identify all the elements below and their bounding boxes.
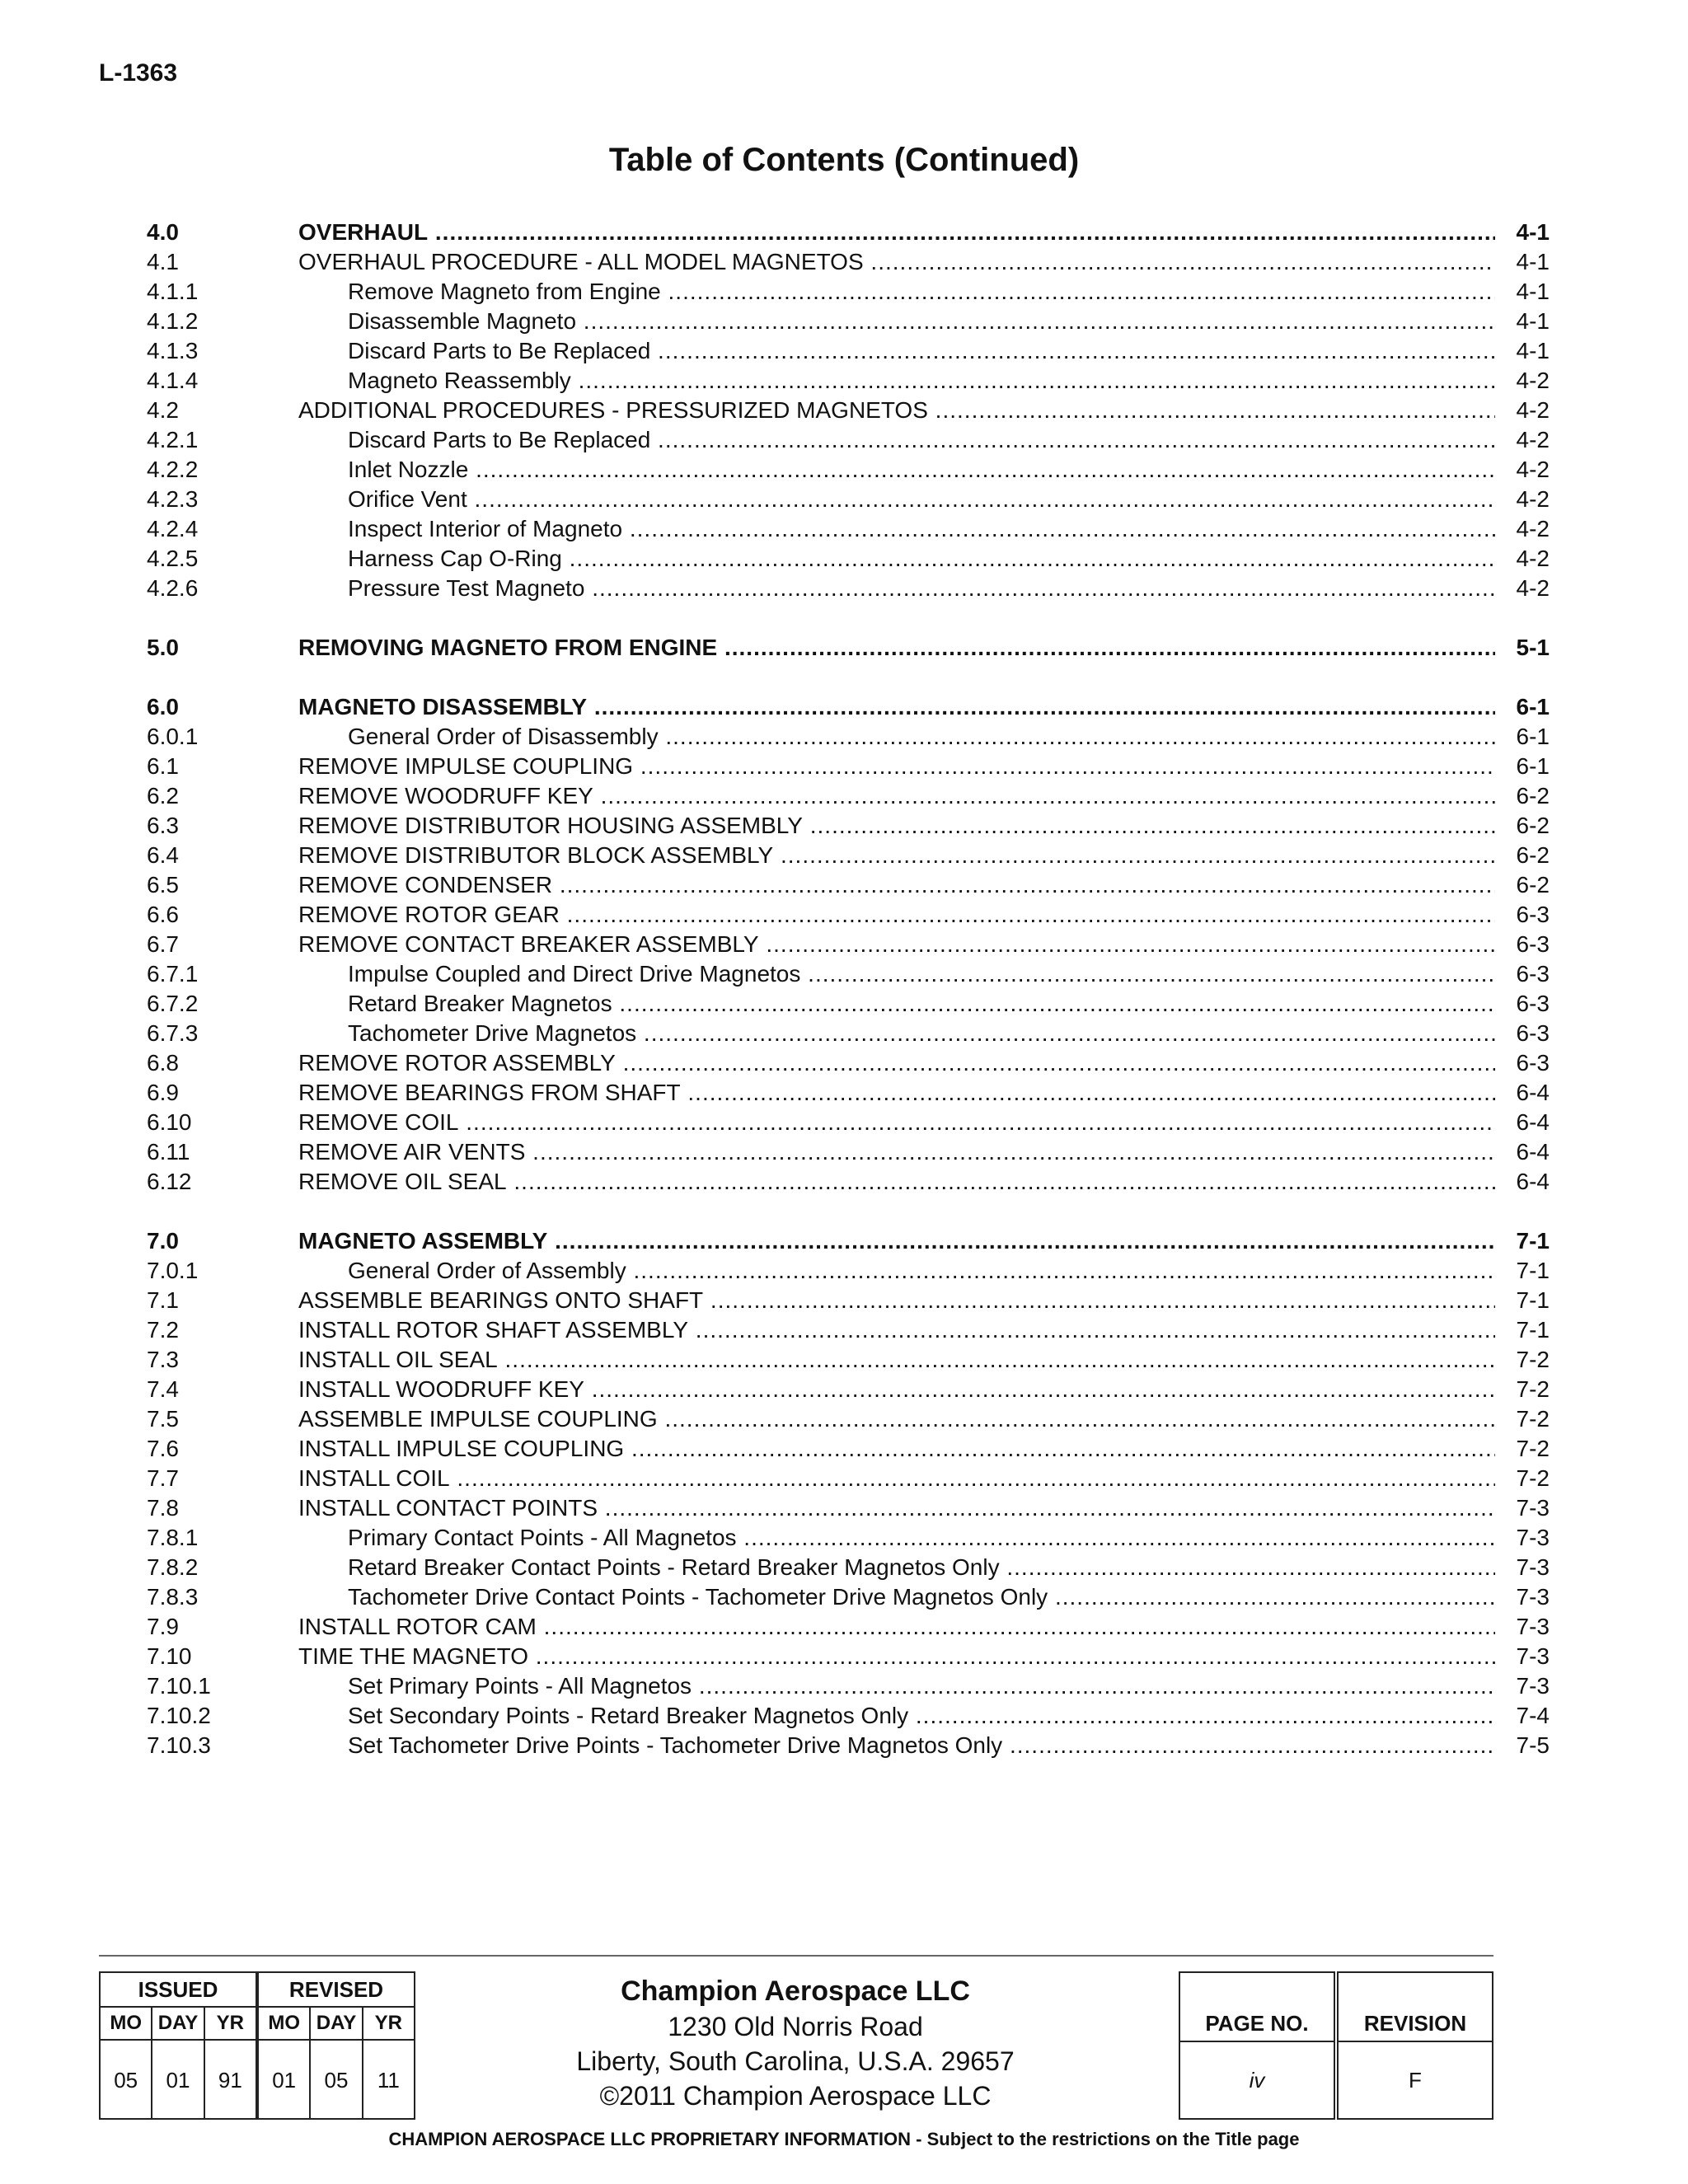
toc-entry-number: 6.7.1 [147,961,199,987]
toc-entry-page: 7-3 [1516,1525,1550,1550]
toc-entry [0,1523,1688,1553]
toc-entry-page: 4-2 [1516,516,1550,541]
toc-entry-page: 7-2 [1516,1406,1550,1432]
toc-entry-page: 7-4 [1516,1703,1550,1728]
page-title: Table of Contents (Continued) [608,142,1080,178]
toc-entry-title: Set Primary Points - All Magnetos ..... [348,1671,1495,1701]
toc-entry-number: 6.0 [147,694,179,719]
toc-entry-title: MAGNETO ASSEMBLY ..... [298,1226,1495,1256]
issued-mo-value: 05 [101,2041,152,2120]
toc-entry-title: Tachometer Drive Magnetos ..... [348,1019,1495,1048]
toc-entry-title: ADDITIONAL PROCEDURES - PRESSURIZED MAGNETOS ..... [298,396,1495,425]
revised-yr-value: 11 [377,2068,400,2093]
toc-entry-title: INSTALL ROTOR SHAFT ASSEMBLY ..... [298,1315,1495,1345]
toc-entry-title: REMOVE ROTOR ASSEMBLY ..... [298,1048,1495,1078]
toc-entry [0,781,1688,811]
issued-day-value: 01 [152,2041,204,2120]
toc-entry-title: REMOVE IMPULSE COUPLING ..... [298,752,1495,781]
toc-entry-page: 6-2 [1516,842,1550,868]
toc-entry [0,336,1688,366]
toc-entry-number: 7.10.3 [147,1732,211,1758]
toc-entry-page: 6-2 [1516,783,1550,808]
toc-entry-number: 4.1.4 [147,368,199,393]
toc-entry-number: 7.4 [147,1376,179,1402]
toc-entry-title: REMOVE AIR VENTS ..... [298,1137,1495,1167]
toc-entry-page: 6-3 [1516,991,1550,1016]
footer-divider [99,1955,1493,1957]
company-address-line1: 1230 Old Norris Road [668,2012,923,2041]
toc-entry-page: 6-3 [1516,902,1550,927]
revision-box [1337,1971,1493,2120]
toc-entry-page: 5-1 [1516,635,1550,660]
toc-entry-number: 7.8.1 [147,1525,199,1550]
issued-yr-label: YR [216,2012,244,2034]
toc-entry-title: Magneto Reassembly ..... [348,366,1495,396]
toc-entry-page: 4-1 [1516,249,1550,274]
toc-entry-page: 7-3 [1516,1643,1550,1669]
toc-entry [0,989,1688,1019]
revised-mo-label: MO [259,2008,311,2039]
page-number-label: PAGE NO. [1180,1973,1334,2042]
toc-entry-number: 7.6 [147,1436,179,1461]
toc-entry-page: 6-4 [1516,1080,1550,1105]
toc-entry-page: 7-5 [1516,1732,1550,1758]
toc-entry-title: OVERHAUL ..... [298,218,1495,247]
toc-entry-page: 7-3 [1516,1614,1550,1639]
toc-entry [0,722,1688,752]
toc-entry-page: 4-2 [1516,575,1550,601]
toc-entry [0,485,1688,514]
toc-entry-page: 7-1 [1516,1228,1550,1254]
page-number-box [1179,1971,1335,2120]
toc-entry-page: 6-3 [1516,1050,1550,1076]
toc-entry-number: 6.7.2 [147,991,199,1016]
toc-entry-title: Retard Breaker Magnetos ..... [348,989,1495,1019]
toc-entry-title: INSTALL IMPULSE COUPLING ..... [298,1434,1495,1464]
toc-entry-title: OVERHAUL PROCEDURE - ALL MODEL MAGNETOS ..... [298,247,1495,277]
toc-entry [0,1226,1688,1256]
toc-entry [0,307,1688,336]
toc-entry-number: 4.2.4 [147,516,199,541]
toc-entry-number: 7.9 [147,1614,179,1639]
toc-entry-title: INSTALL ROTOR CAM ..... [298,1612,1495,1642]
toc-entry-number: 6.6 [147,902,179,927]
toc-entry-page: 4-2 [1516,368,1550,393]
toc-entry-title: Orifice Vent ..... [348,485,1495,514]
toc-entry [0,1256,1688,1286]
toc-entry [0,1286,1688,1315]
toc-entry [0,1315,1688,1345]
toc-entry-page: 7-1 [1516,1258,1550,1283]
toc-entry-number: 6.4 [147,842,179,868]
toc-entry [0,1612,1688,1642]
toc-entry-title: MAGNETO DISASSEMBLY ..... [298,692,1495,722]
toc-entry [0,811,1688,841]
toc-entry-number: 7.0 [147,1228,179,1254]
toc-entry-title: General Order of Assembly ..... [348,1256,1495,1286]
toc-entry-number: 7.2 [147,1317,179,1343]
toc-entry-number: 6.3 [147,813,179,838]
toc-entry-number: 7.10 [147,1643,192,1669]
toc-entry-number: 4.0 [147,219,179,245]
toc-entry-number: 4.1.1 [147,279,199,304]
toc-entry [0,1671,1688,1701]
toc-entry [0,692,1688,722]
toc-entry-title: REMOVE DISTRIBUTOR BLOCK ASSEMBLY ..... [298,841,1495,870]
toc-entry [0,1137,1688,1167]
toc-entry-page: 6-2 [1516,872,1550,898]
toc-entry [0,1375,1688,1404]
toc-entry [0,366,1688,396]
toc-entry-title: REMOVE WOODRUFF KEY ..... [298,781,1495,811]
toc-entry-title: Set Secondary Points - Retard Breaker Magnetos Only ..... [348,1701,1495,1731]
toc-entry-number: 6.8 [147,1050,179,1076]
toc-entry-number: 6.5 [147,872,179,898]
toc-entry [0,1345,1688,1375]
toc-entry-title: Discard Parts to Be Replaced ..... [348,425,1495,455]
toc-entry-number: 4.1 [147,249,179,274]
revised-yr-label: YR [374,2012,402,2034]
revision-label: REVISION [1339,1973,1492,2042]
toc-entry [0,1701,1688,1731]
issued-date-box [99,1971,257,2120]
toc-entry-number: 4.2.2 [147,457,199,482]
toc-entry-title: INSTALL CONTACT POINTS ..... [298,1493,1495,1523]
toc-entry-page: 7-1 [1516,1317,1550,1343]
toc-entry [0,218,1688,247]
toc-entry-title: REMOVE OIL SEAL ..... [298,1167,1495,1197]
toc-entry-page: 4-2 [1516,427,1550,452]
toc-entry [0,1464,1688,1493]
toc-entry-title: General Order of Disassembly ..... [348,722,1495,752]
toc-entry-title: Harness Cap O-Ring ..... [348,544,1495,574]
toc-entry [0,1048,1688,1078]
toc-entry-number: 7.1 [147,1287,179,1313]
toc-entry [0,514,1688,544]
toc-entry-number: 7.7 [147,1465,179,1491]
toc-entry-number: 4.2.5 [147,546,199,571]
toc-entry-page: 7-2 [1516,1347,1550,1372]
toc-entry-page: 6-4 [1516,1169,1550,1194]
toc-entry [0,247,1688,277]
toc-entry [0,277,1688,307]
toc-entry [0,1642,1688,1671]
toc-entry-number: 7.5 [147,1406,179,1432]
toc-entry [0,574,1688,603]
toc-entry-number: 6.0.1 [147,724,199,749]
toc-entry [0,544,1688,574]
toc-entry-page: 7-3 [1516,1495,1550,1521]
toc-entry [0,930,1688,959]
issued-mo-label: MO [101,2008,152,2039]
toc-entry-page: 7-3 [1516,1584,1550,1610]
toc-entry-page: 4-2 [1516,546,1550,571]
toc-entry-number: 6.9 [147,1080,179,1105]
document-number: L-1363 [99,59,178,87]
revision-value: F [1409,2068,1422,2093]
toc-entry-number: 6.11 [147,1139,190,1165]
toc-entry-title: Impulse Coupled and Direct Drive Magnetos ..... [348,959,1495,989]
company-address-line2: Liberty, South Carolina, U.S.A. 29657 [576,2046,1015,2076]
toc-entry-page: 6-3 [1516,931,1550,957]
toc-entry [0,1493,1688,1523]
toc-entry-page: 4-1 [1516,308,1550,334]
toc-entry-number: 7.8.3 [147,1584,199,1610]
toc-entry-title: ASSEMBLE BEARINGS ONTO SHAFT ..... [298,1286,1495,1315]
toc-entry-number: 7.10.1 [147,1673,211,1699]
toc-entry-page: 4-2 [1516,457,1550,482]
toc-entry-title: REMOVE BEARINGS FROM SHAFT ..... [298,1078,1495,1108]
toc-entry-number: 7.10.2 [147,1703,211,1728]
toc-entry-number: 6.1 [147,753,179,779]
toc-entry [0,633,1688,663]
toc-entry-page: 4-2 [1516,397,1550,423]
toc-entry-title: Tachometer Drive Contact Points - Tachometer Drive Magnetos Only ..... [348,1582,1495,1612]
toc-entry-title: Remove Magneto from Engine ..... [348,277,1495,307]
table-of-contents [0,218,1688,1760]
toc-entry-page: 4-1 [1516,338,1550,363]
toc-entry [0,1078,1688,1108]
toc-entry-title: ASSEMBLE IMPULSE COUPLING ..... [298,1404,1495,1434]
revised-day-label: DAY [311,2008,363,2039]
toc-entry-page: 4-1 [1516,219,1550,245]
toc-entry [0,455,1688,485]
toc-entry [0,1404,1688,1434]
toc-entry-page: 4-1 [1516,279,1550,304]
toc-entry-title: INSTALL WOODRUFF KEY ..... [298,1375,1495,1404]
toc-entry-page: 7-2 [1516,1465,1550,1491]
toc-entry [0,1553,1688,1582]
toc-entry-title: TIME THE MAGNETO ..... [298,1642,1495,1671]
toc-entry-number: 4.2.6 [147,575,199,601]
toc-entry-page: 6-3 [1516,961,1550,987]
toc-entry [0,959,1688,989]
toc-entry-number: 4.2 [147,397,179,423]
toc-entry-title: Discard Parts to Be Replaced ..... [348,336,1495,366]
toc-entry-number: 7.3 [147,1347,179,1372]
toc-entry-page: 7-3 [1516,1673,1550,1699]
toc-entry [0,870,1688,900]
toc-entry-title: REMOVE CONDENSER ..... [298,870,1495,900]
issued-day-label: DAY [152,2008,204,2039]
toc-entry [0,1434,1688,1464]
toc-entry-page: 4-2 [1516,486,1550,512]
revised-mo-value: 01 [259,2041,311,2120]
company-block [412,1973,1179,2113]
toc-entry-page: 6-1 [1516,753,1550,779]
toc-entry-number: 7.8 [147,1495,179,1521]
toc-entry [0,1108,1688,1137]
toc-entry-number: 5.0 [147,635,179,660]
toc-entry-title: INSTALL COIL ..... [298,1464,1495,1493]
toc-entry-page: 6-4 [1516,1139,1550,1165]
toc-entry [0,900,1688,930]
toc-entry-page: 6-2 [1516,813,1550,838]
toc-entry [0,425,1688,455]
toc-entry [0,841,1688,870]
toc-entry-page: 7-2 [1516,1436,1550,1461]
toc-entry-number: 6.7 [147,931,179,957]
toc-entry-title: REMOVE DISTRIBUTOR HOUSING ASSEMBLY ..... [298,811,1495,841]
toc-entry-number: 6.7.3 [147,1020,199,1046]
toc-entry [0,752,1688,781]
revised-date-box [257,1971,415,2120]
toc-entry-number: 7.0.1 [147,1258,199,1283]
proprietary-notice: CHAMPION AEROSPACE LLC PROPRIETARY INFORMATION - Subject to the restrictions on the Title page [388,2129,1300,2149]
toc-entry-number: 4.1.3 [147,338,199,363]
toc-entry-number: 4.2.1 [147,427,199,452]
revised-day-value: 05 [311,2041,363,2120]
toc-entry-title: REMOVE COIL ..... [298,1108,1495,1137]
toc-entry-title: Disassemble Magneto ..... [348,307,1495,336]
toc-entry-title: Pressure Test Magneto ..... [348,574,1495,603]
revised-label: REVISED [259,1973,414,2008]
toc-entry-number: 6.2 [147,783,179,808]
toc-entry-title: Primary Contact Points - All Magnetos ..... [348,1523,1495,1553]
toc-entry-title: REMOVING MAGNETO FROM ENGINE ..... [298,633,1495,663]
toc-entry-title: REMOVE CONTACT BREAKER ASSEMBLY ..... [298,930,1495,959]
toc-entry [0,1167,1688,1197]
toc-entry-title: Inlet Nozzle ..... [348,455,1495,485]
toc-entry-title: Inspect Interior of Magneto ..... [348,514,1495,544]
toc-entry-page: 6-1 [1516,694,1550,719]
toc-entry-page: 7-3 [1516,1554,1550,1580]
toc-entry-number: 6.12 [147,1169,192,1194]
toc-entry [0,1582,1688,1612]
toc-entry-number: 7.8.2 [147,1554,199,1580]
toc-entry-number: 4.2.3 [147,486,199,512]
toc-entry-title: INSTALL OIL SEAL ..... [298,1345,1495,1375]
toc-entry-page: 6-4 [1516,1109,1550,1135]
toc-entry-page: 6-1 [1516,724,1550,749]
toc-entry-title: Retard Breaker Contact Points - Retard Breaker Magnetos Only ..... [348,1553,1495,1582]
company-copyright: ©2011 Champion Aerospace LLC [599,2081,992,2111]
toc-entry [0,396,1688,425]
toc-entry-number: 4.1.2 [147,308,199,334]
toc-entry-page: 6-3 [1516,1020,1550,1046]
toc-entry-number: 6.10 [147,1109,192,1135]
toc-entry-page: 7-1 [1516,1287,1550,1313]
toc-entry-page: 7-2 [1516,1376,1550,1402]
toc-entry [0,1731,1688,1760]
toc-entry-title: Set Tachometer Drive Points - Tachometer Drive Magnetos Only ..... [348,1731,1495,1760]
company-name: Champion Aerospace LLC [621,1975,970,2007]
toc-entry-title: REMOVE ROTOR GEAR ..... [298,900,1495,930]
page-number-value: iv [1249,2068,1265,2093]
issued-yr-value: 91 [218,2068,242,2093]
issued-label: ISSUED [101,1973,256,2008]
toc-entry [0,1019,1688,1048]
